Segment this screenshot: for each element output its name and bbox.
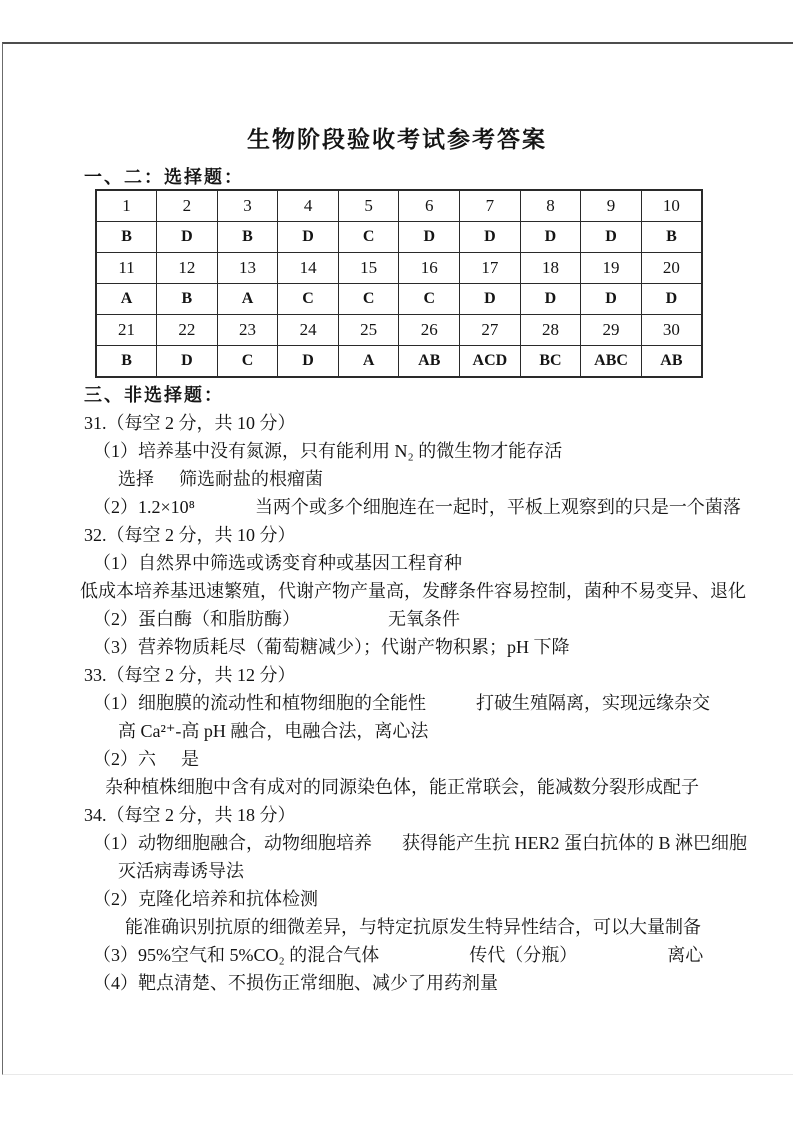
q34-answer-1-seg2: 获得能产生抗 HER2 蛋白抗体的 B 淋巴细胞 <box>402 833 748 853</box>
table-row-numbers-21-30 <box>96 315 702 346</box>
question-number-cell: 21 <box>96 315 157 346</box>
q33-answer-2b: 杂种植株细胞中含有成对的同源染色体，能正常联会，能减数分裂形成配子 <box>105 777 699 797</box>
question-number-cell: 28 <box>520 315 581 346</box>
answer-cell: B <box>157 284 218 315</box>
blank-gap <box>156 764 181 765</box>
answer-cell: C <box>338 284 399 315</box>
table-row-answers-21-30 <box>96 346 702 378</box>
answer-cell: ABC <box>581 346 642 378</box>
q34-answer-3-seg3: 离心 <box>667 945 704 965</box>
answer-cell: A <box>217 284 278 315</box>
q34-answer-2: （2）克隆化培养和抗体检测 <box>93 889 318 909</box>
question-number-cell: 3 <box>217 190 278 222</box>
q31-answer-1b <box>80 465 786 493</box>
question-number-cell: 5 <box>338 190 399 222</box>
question-number-cell: 23 <box>217 315 278 346</box>
answer-cell: ACD <box>460 346 521 378</box>
blank-gap <box>300 624 388 625</box>
answer-cell: D <box>581 284 642 315</box>
answer-cell: C <box>338 222 399 253</box>
answer-cell: D <box>460 222 521 253</box>
q34-answer-1b: 灭活病毒诱导法 <box>118 861 244 881</box>
blank-gap <box>379 960 469 961</box>
question-number-cell: 27 <box>460 315 521 346</box>
q34-answer-1-seg1: （1）动物细胞融合，动物细胞培养 <box>93 833 372 853</box>
q32-answer-3: （3）营养物质耗尽（葡萄糖减少）；代谢产物积累；pH 下降 <box>93 637 570 657</box>
question-number-cell: 22 <box>157 315 218 346</box>
q34-answer-4: （4）靶点清楚、不损伤正常细胞、减少了用药剂量 <box>93 973 498 993</box>
answer-cell: D <box>157 222 218 253</box>
answer-cell: D <box>157 346 218 378</box>
q32-answer-2-seg1: （2）蛋白酶（和脂肪酶） <box>93 609 300 629</box>
question-number-cell: 10 <box>641 190 702 222</box>
table-row-numbers-11-20 <box>96 253 702 284</box>
q33-answer-1-seg2: 打破生殖隔离，实现远缘杂交 <box>476 693 710 713</box>
q33-answer-2-seg1: （2）六 <box>93 749 156 769</box>
question-number-cell: 24 <box>278 315 339 346</box>
q33-answer-1-seg1: （1）细胞膜的流动性和植物细胞的全能性 <box>93 693 426 713</box>
question-number-cell: 17 <box>460 253 521 284</box>
question-number-cell: 1 <box>96 190 157 222</box>
q33-header: 33.（每空 2 分，共 12 分） <box>84 665 296 685</box>
q34-answer-2b: 能准确识别抗原的细微差异，与特定抗原发生特异性结合，可以大量制备 <box>125 917 701 937</box>
question-number-cell: 2 <box>157 190 218 222</box>
answer-cell: D <box>520 284 581 315</box>
q33-answer-2-seg2: 是 <box>181 749 199 769</box>
blank-gap <box>426 708 476 709</box>
answer-cell: AB <box>399 346 460 378</box>
q32-answer-1: （1）自然界中筛选或诱变育种或基因工程育种 <box>93 553 462 573</box>
q31-answer-1b-seg2: 筛选耐盐的根瘤菌 <box>179 469 323 489</box>
question-number-cell: 16 <box>399 253 460 284</box>
q31-answer-1b-seg1: 选择 <box>118 469 154 489</box>
q32-answer-2-seg2: 无氧条件 <box>388 609 460 629</box>
q32-answer-2 <box>80 605 786 633</box>
q31-header: 31.（每空 2 分，共 10 分） <box>84 413 296 433</box>
table-row-numbers-1-10 <box>96 190 702 222</box>
q31-answer-2 <box>80 493 786 521</box>
answer-cell: C <box>399 284 460 315</box>
q31-answer-1: （1）培养基中没有氮源，只有能利用 N₂ 的微生物才能存活 <box>93 441 563 461</box>
answer-cell: A <box>338 346 399 378</box>
answer-cell: D <box>641 284 702 315</box>
q31-answer-2-seg2: 当两个或多个细胞连在一起时，平板上观察到的只是一个菌落 <box>254 497 741 517</box>
question-number-cell: 9 <box>581 190 642 222</box>
answer-cell: D <box>399 222 460 253</box>
q34-answer-1 <box>80 829 786 857</box>
q33-answer-2 <box>80 745 786 773</box>
question-number-cell: 13 <box>217 253 278 284</box>
q34-header: 34.（每空 2 分，共 18 分） <box>84 805 296 825</box>
question-number-cell: 25 <box>338 315 399 346</box>
question-number-cell: 8 <box>520 190 581 222</box>
answer-cell: D <box>278 222 339 253</box>
blank-gap <box>372 848 402 849</box>
question-number-cell: 18 <box>520 253 581 284</box>
answer-cell: AB <box>641 346 702 378</box>
answer-table <box>95 189 703 378</box>
answer-cell: C <box>278 284 339 315</box>
answer-cell: D <box>581 222 642 253</box>
question-number-cell: 19 <box>581 253 642 284</box>
answer-cell: D <box>520 222 581 253</box>
q32-answer-1b: 低成本培养基迅速繁殖，代谢产物产量高，发酵条件容易控制，菌种不易变异、退化 <box>80 581 746 601</box>
section-nonchoice-label: 三、非选择题： <box>84 385 224 405</box>
answer-text-body <box>80 381 786 997</box>
answer-cell: B <box>641 222 702 253</box>
question-number-cell: 30 <box>641 315 702 346</box>
blank-gap <box>577 960 667 961</box>
page-title: 生物阶段验收考试参考答案 <box>247 127 547 152</box>
q34-answer-3-seg2: 传代（分瓶） <box>469 945 578 965</box>
q33-answer-1 <box>80 689 786 717</box>
answer-cell: B <box>217 222 278 253</box>
question-number-cell: 11 <box>96 253 157 284</box>
question-number-cell: 15 <box>338 253 399 284</box>
q34-answer-3-seg1: （3）95%空气和 5%CO₂ 的混合气体 <box>93 945 380 965</box>
answer-cell: D <box>460 284 521 315</box>
question-number-cell: 12 <box>157 253 218 284</box>
answer-cell: B <box>96 346 157 378</box>
question-number-cell: 26 <box>399 315 460 346</box>
q34-answer-3 <box>80 941 786 969</box>
blank-gap <box>154 484 179 485</box>
table-row-answers-11-20 <box>96 284 702 315</box>
question-number-cell: 29 <box>581 315 642 346</box>
q31-answer-2-seg1: （2）1.2×10⁸ <box>93 497 195 517</box>
question-number-cell: 14 <box>278 253 339 284</box>
question-number-cell: 7 <box>460 190 521 222</box>
q32-header: 32.（每空 2 分，共 10 分） <box>84 525 296 545</box>
blank-gap <box>195 512 255 513</box>
answer-cell: BC <box>520 346 581 378</box>
table-row-answers-1-10 <box>96 222 702 253</box>
question-number-cell: 6 <box>399 190 460 222</box>
answer-cell: D <box>278 346 339 378</box>
question-number-cell: 20 <box>641 253 702 284</box>
section-choice-label: 一、二：选择题： <box>84 167 244 187</box>
answer-cell: A <box>96 284 157 315</box>
answer-cell: B <box>96 222 157 253</box>
answer-cell: C <box>217 346 278 378</box>
question-number-cell: 4 <box>278 190 339 222</box>
q33-answer-1b: 高 Ca²⁺-高 pH 融合，电融合法，离心法 <box>118 721 429 741</box>
